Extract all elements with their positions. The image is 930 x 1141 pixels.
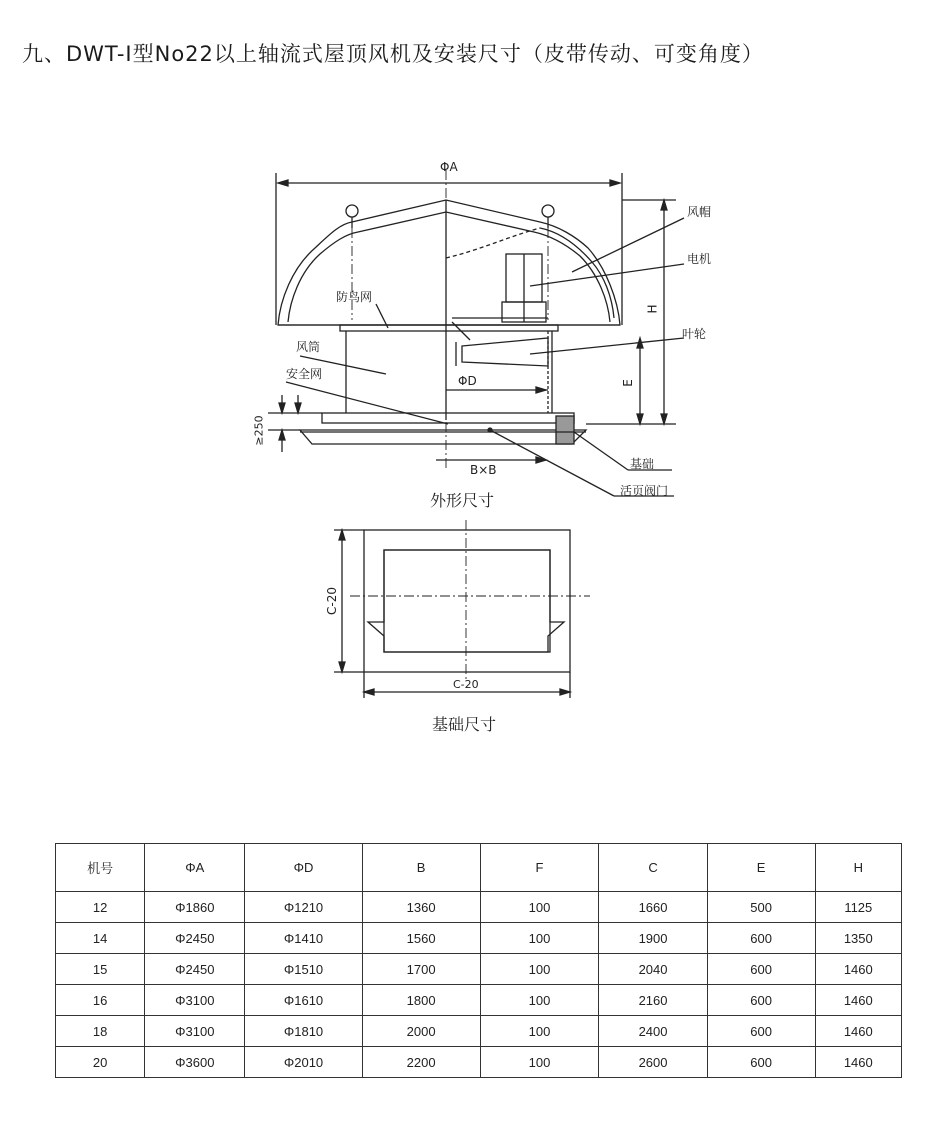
table-cell: Φ1610 — [245, 985, 362, 1016]
table-cell: 20 — [56, 1047, 145, 1078]
table-cell: 2160 — [599, 985, 707, 1016]
table-cell: Φ1210 — [245, 892, 362, 923]
table-row — [56, 1047, 902, 1078]
table-cell: 100 — [480, 1016, 599, 1047]
table-cell: 2200 — [362, 1047, 480, 1078]
table-row — [56, 892, 902, 923]
foundation-caption: 基础尺寸 — [432, 715, 497, 734]
table-cell: 600 — [707, 923, 815, 954]
page-title: 九、DWT-I型No22以上轴流式屋顶风机及安装尺寸（皮带传动、可变角度） — [22, 42, 764, 66]
table-cell: 1900 — [599, 923, 707, 954]
table-cell: Φ3100 — [145, 1016, 245, 1047]
table-cell: 1460 — [815, 1016, 901, 1047]
table-cell: 18 — [56, 1016, 145, 1047]
header-cell: ΦD — [245, 844, 362, 892]
table-row — [56, 985, 902, 1016]
header-cell: B — [362, 844, 480, 892]
dim-BxB-label: B×B — [470, 463, 497, 477]
dim-E-label: E — [620, 379, 635, 387]
table-cell: Φ1410 — [245, 923, 362, 954]
header-cell: 机号 — [56, 844, 145, 892]
table-cell: Φ3100 — [145, 985, 245, 1016]
table-cell: 1360 — [362, 892, 480, 923]
table-cell: 1125 — [815, 892, 901, 923]
table-cell: 2040 — [599, 954, 707, 985]
table-cell: 1460 — [815, 985, 901, 1016]
safety-net-label: 安全网 — [286, 367, 323, 381]
table-cell: 600 — [707, 954, 815, 985]
bird-net-label: 防鸟网 — [336, 290, 373, 304]
table-row — [56, 954, 902, 985]
table-cell: 1700 — [362, 954, 480, 985]
foundation-dim-horizontal: C-20 — [453, 678, 479, 691]
table-cell: 16 — [56, 985, 145, 1016]
header-cell: ΦA — [145, 844, 245, 892]
table-row — [56, 1016, 902, 1047]
table-header-row — [56, 844, 902, 892]
table-cell: 100 — [480, 1047, 599, 1078]
spec-table — [55, 843, 902, 1078]
table-cell: Φ1510 — [245, 954, 362, 985]
table-cell: 2600 — [599, 1047, 707, 1078]
dim-H-label: H — [645, 304, 660, 314]
damper-label: 活页阀门 — [620, 484, 669, 498]
hood-label: 风帽 — [687, 205, 712, 219]
table-cell: 1560 — [362, 923, 480, 954]
dim-250-label: ≥250 — [252, 415, 266, 446]
table-cell: 2400 — [599, 1016, 707, 1047]
table-cell: 1460 — [815, 954, 901, 985]
table-cell: 100 — [480, 892, 599, 923]
table-cell: 1350 — [815, 923, 901, 954]
table-cell: 1800 — [362, 985, 480, 1016]
table-cell: 14 — [56, 923, 145, 954]
table-cell: 12 — [56, 892, 145, 923]
header-cell: F — [480, 844, 599, 892]
dim-phiD-label: ΦD — [458, 374, 477, 388]
table-cell: Φ2450 — [145, 923, 245, 954]
foundation-label: 基础 — [630, 457, 655, 471]
outline-caption: 外形尺寸 — [430, 491, 495, 510]
foundation-dim-vertical: C-20 — [324, 587, 339, 615]
table-cell: 2000 — [362, 1016, 480, 1047]
table-cell: 1660 — [599, 892, 707, 923]
duct-label: 风筒 — [296, 340, 321, 354]
impeller-label: 叶轮 — [682, 327, 707, 341]
table-cell: 600 — [707, 1047, 815, 1078]
table-cell: 600 — [707, 985, 815, 1016]
dim-phiA-label: ΦA — [440, 160, 458, 174]
table-cell: 15 — [56, 954, 145, 985]
table-cell: Φ2010 — [245, 1047, 362, 1078]
header-cell: E — [707, 844, 815, 892]
header-cell: C — [599, 844, 707, 892]
table-cell: 500 — [707, 892, 815, 923]
table-cell: 100 — [480, 985, 599, 1016]
table-cell: 100 — [480, 923, 599, 954]
table-cell: Φ1810 — [245, 1016, 362, 1047]
table-row — [56, 923, 902, 954]
header-cell: H — [815, 844, 901, 892]
motor-label: 电机 — [687, 252, 712, 266]
table-cell: Φ2450 — [145, 954, 245, 985]
table-cell: 600 — [707, 1016, 815, 1047]
table-cell: Φ1860 — [145, 892, 245, 923]
table-cell: Φ3600 — [145, 1047, 245, 1078]
table-cell: 100 — [480, 954, 599, 985]
table-cell: 1460 — [815, 1047, 901, 1078]
